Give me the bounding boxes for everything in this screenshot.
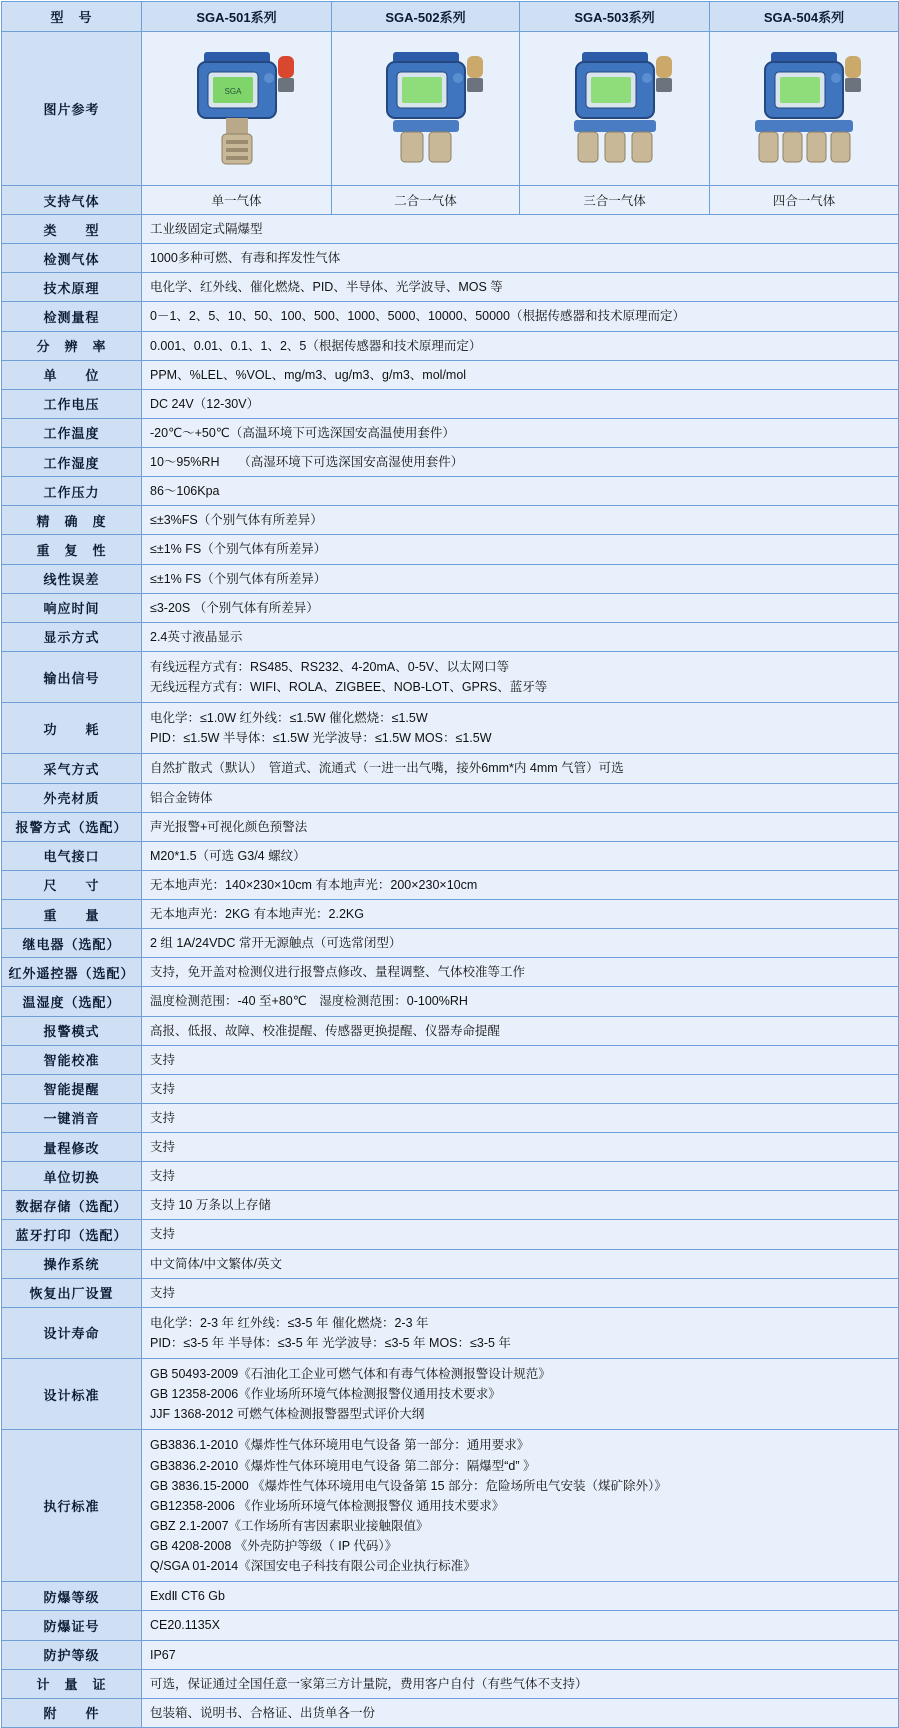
power-optical: 光学波导：≤1.5W: [312, 731, 411, 746]
gas-support-503: 三合一气体: [520, 186, 710, 215]
output-wired: 有线远程方式有：RS485、RS232、4-20mA、0-5V、以太网口等: [150, 659, 510, 674]
row-label-temperature: 工作温度: [2, 418, 142, 447]
table-row-accessories: [2, 1698, 899, 1727]
table-row-one-key-mute: [2, 1103, 899, 1132]
row-value-ir-remote: 支持，免开盖对检测仪进行报警点修改、量程调整、气体校准等工作: [142, 958, 899, 987]
row-label-weight: 重 量: [2, 900, 142, 929]
table-row-factory-reset: [2, 1278, 899, 1307]
table-row-linearity: [2, 564, 899, 593]
model-503: SGA-503系列: [520, 2, 710, 32]
row-label-range: 检测量程: [2, 302, 142, 331]
row-value-bluetooth-print: 支持: [142, 1220, 899, 1249]
row-label-alarm-type: 报警方式（选配）: [2, 812, 142, 841]
power-line-1: [150, 708, 890, 728]
row-label-exec-standard: 执行标准: [2, 1430, 142, 1582]
row-value-voltage: DC 24V（12-30V）: [142, 389, 899, 418]
svg-text:SGA: SGA: [224, 87, 241, 96]
row-value-electrical-interface: M20*1.5（可选 G3/4 螺纹）: [142, 841, 899, 870]
row-label-ir-remote: 红外遥控器（选配）: [2, 958, 142, 987]
row-label-unit-switch: 单位切换: [2, 1162, 142, 1191]
table-row-unit-switch: [2, 1162, 899, 1191]
row-label-lifespan: 设计寿命: [2, 1307, 142, 1358]
row-label-type: 类 型: [2, 215, 142, 244]
exec-standard-item: GBZ 2.1-2007《工作场所有害因素职业接触限值》: [150, 1518, 429, 1533]
table-row-design-standard: [2, 1359, 899, 1430]
model-502: SGA-502系列: [332, 2, 520, 32]
row-value-linearity: ≤±1% FS（个别气体有所差异）: [142, 564, 899, 593]
table-row-images: [2, 32, 899, 186]
two-in-one-gas-detector-image: [332, 32, 520, 186]
row-value-accuracy: ≤±3%FS（个别气体有所差异）: [142, 506, 899, 535]
row-label-range-modify: 量程修改: [2, 1133, 142, 1162]
row-label-technology: 技术原理: [2, 273, 142, 302]
row-label-one-key-mute: 一键消音: [2, 1103, 142, 1132]
row-label-smart-calibration: 智能校准: [2, 1045, 142, 1074]
table-row-accuracy: [2, 506, 899, 535]
row-value-exec-standard: [142, 1430, 899, 1582]
row-value-smart-reminder: 支持: [142, 1074, 899, 1103]
size-with-local-alarm: 有本地声光：200×230×10cm: [315, 877, 478, 892]
row-value-ex-cert: CE20.1135X: [142, 1611, 899, 1640]
table-row-ex-rating: [2, 1582, 899, 1611]
row-label-gas-support: 支持气体: [2, 186, 142, 215]
row-value-display: 2.4英寸液晶显示: [142, 622, 899, 651]
table-row-power: [2, 703, 899, 754]
table-row-ir-remote: [2, 958, 899, 987]
row-value-response-time: ≤3-20S （个别气体有所差异）: [142, 593, 899, 622]
table-row-output-signal: [2, 651, 899, 702]
table-row-temperature: [2, 418, 899, 447]
row-label-response-time: 响应时间: [2, 593, 142, 622]
row-value-type: 工业级固定式隔爆型: [142, 215, 899, 244]
table-row-relay: [2, 929, 899, 958]
row-label-pressure: 工作压力: [2, 477, 142, 506]
row-value-power: [142, 703, 899, 754]
row-label-factory-reset: 恢复出厂设置: [2, 1278, 142, 1307]
lifespan-echem: 电化学：2-3 年: [150, 1315, 235, 1330]
row-label-resolution: 分 辨 率: [2, 331, 142, 360]
row-value-data-storage: 支持 10 万条以上存储: [142, 1191, 899, 1220]
row-value-temp-humidity-option: 温度检测范围：-40 至+80℃ 湿度检测范围：0-100%RH: [142, 987, 899, 1016]
table-row-data-storage: [2, 1191, 899, 1220]
row-value-one-key-mute: 支持: [142, 1103, 899, 1132]
row-label-shell-material: 外壳材质: [2, 783, 142, 812]
row-value-weight: [142, 900, 899, 929]
table-row-smart-reminder: [2, 1074, 899, 1103]
row-label-temp-humidity-option: 温湿度（选配）: [2, 987, 142, 1016]
table-row-exec-standard: [2, 1430, 899, 1582]
table-row-ip-rating: [2, 1640, 899, 1669]
row-value-os: 中文简体/中文繁体/英文: [142, 1249, 899, 1278]
row-label-electrical-interface: 电气接口: [2, 841, 142, 870]
row-label-image-reference: 图片参考: [2, 32, 142, 186]
row-value-design-standard: [142, 1359, 899, 1430]
row-label-voltage: 工作电压: [2, 389, 142, 418]
row-value-humidity: 10～95%RH （高湿环境下可选深国安高湿使用套件）: [142, 448, 899, 477]
table-row-os: [2, 1249, 899, 1278]
table-row-detect-gas: [2, 244, 899, 273]
weight-with-local-alarm: 有本地声光：2.2KG: [253, 907, 364, 921]
row-value-relay: 2 组 1A/24VDC 常开无源触点（可选常闭型）: [142, 929, 899, 958]
row-value-resolution: 0.001、0.01、0.1、1、2、5（根据传感器和技术原理而定）: [142, 331, 899, 360]
row-label-sampling: 采气方式: [2, 754, 142, 783]
row-label-output-signal: 输出信号: [2, 651, 142, 702]
lifespan-line-2: [150, 1333, 890, 1353]
lifespan-ir: 红外线：≤3-5 年: [237, 1315, 329, 1330]
table-row-unit: [2, 360, 899, 389]
row-label-power: 功 耗: [2, 703, 142, 754]
table-row-range-modify: [2, 1133, 899, 1162]
row-value-alarm-type: 声光报警+可视化颜色预警法: [142, 812, 899, 841]
three-in-one-gas-detector-image: [520, 32, 710, 186]
model-504: SGA-504系列: [710, 2, 899, 32]
row-value-technology: 电化学、红外线、催化燃烧、PID、半导体、光学波导、MOS 等: [142, 273, 899, 302]
four-in-one-gas-detector-image: [710, 32, 899, 186]
table-row-range: [2, 302, 899, 331]
lifespan-mos: MOS：≤3-5 年: [429, 1335, 511, 1350]
row-value-accessories: 包装箱、说明书、合格证、出货单各一份: [142, 1698, 899, 1727]
row-label-ex-cert: 防爆证号: [2, 1611, 142, 1640]
design-standard-item: GB 50493-2009《石油化工企业可燃气体和有毒气体检测报警设计规范》: [150, 1367, 551, 1381]
row-value-detect-gas: 1000多种可燃、有毒和挥发性气体: [142, 244, 899, 273]
model-501: SGA-501系列: [142, 2, 332, 32]
exec-standard-item: GB3836.1-2010《爆炸性气体环境用电气设备 第一部分：通用要求》: [150, 1438, 530, 1453]
table-row-technology: [2, 273, 899, 302]
table-row-alarm-mode: [2, 1016, 899, 1045]
row-value-temperature: -20℃～+50℃（高温环境下可选深国安高温使用套件）: [142, 418, 899, 447]
power-ir: 红外线：≤1.5W: [239, 711, 326, 726]
table-row-size: [2, 870, 899, 899]
exec-standard-item: GB3836.2-2010《爆炸性气体环境用电气设备 第二部分：隔爆型“d” 》: [150, 1458, 536, 1473]
table-row-alarm-type: [2, 812, 899, 841]
row-label-os: 操作系统: [2, 1249, 142, 1278]
row-value-lifespan: [142, 1307, 899, 1358]
row-value-alarm-mode: 高报、低报、故障、校准提醒、传感器更换提醒、仪器寿命提醒: [142, 1016, 899, 1045]
row-value-unit: PPM、%LEL、%VOL、mg/m3、ug/m3、g/m3、mol/mol: [142, 360, 899, 389]
table-row-shell-material: [2, 783, 899, 812]
table-row-weight: [2, 900, 899, 929]
lifespan-optical: 光学波导：≤3-5 年: [322, 1335, 426, 1350]
row-value-shell-material: 铝合金铸体: [142, 783, 899, 812]
exec-standard-item: Q/SGA 01-2014《深国安电子科技有限公司企业执行标准》: [150, 1559, 476, 1574]
row-label-detect-gas: 检测气体: [2, 244, 142, 273]
table-row-ex-cert: [2, 1611, 899, 1640]
row-label-model: 型 号: [2, 2, 142, 32]
power-semiconductor: 半导体：≤1.5W: [222, 731, 309, 746]
table-row-sampling: [2, 754, 899, 783]
exec-standard-item: GB 4208-2008 《外壳防护等级（ IP 代码）》: [150, 1539, 398, 1553]
table-row-display: [2, 622, 899, 651]
row-value-output-signal: [142, 651, 899, 702]
table-row-lifespan: [2, 1307, 899, 1358]
row-label-smart-reminder: 智能提醒: [2, 1074, 142, 1103]
row-label-display: 显示方式: [2, 622, 142, 651]
row-value-pressure: 86～106Kpa: [142, 477, 899, 506]
row-value-smart-calibration: 支持: [142, 1045, 899, 1074]
gas-support-504: 四合一气体: [710, 186, 899, 215]
power-line-2: [150, 728, 890, 748]
size-no-local-alarm: 无本地声光：140×230×10cm: [150, 877, 312, 892]
row-label-size: 尺 寸: [2, 870, 142, 899]
row-label-accessories: 附 件: [2, 1698, 142, 1727]
table-row-gas-support: [2, 186, 899, 215]
row-value-ex-rating: ExdⅡ CT6 Gb: [142, 1582, 899, 1611]
row-label-alarm-mode: 报警模式: [2, 1016, 142, 1045]
row-value-sampling: 自然扩散式（默认） 管道式、流通式（一进一出气嘴，接外6mm*内 4mm 气管）可选: [142, 754, 899, 783]
specification-table: [1, 1, 899, 1728]
row-label-linearity: 线性误差: [2, 564, 142, 593]
weight-no-local-alarm: 无本地声光：2KG: [150, 907, 251, 921]
table-row-pressure: [2, 477, 899, 506]
row-value-repeatability: ≤±1% FS（个别气体有所差异）: [142, 535, 899, 564]
lifespan-pid: PID：≤3-5 年: [150, 1335, 225, 1350]
row-label-repeatability: 重 复 性: [2, 535, 142, 564]
table-row-voltage: [2, 389, 899, 418]
row-label-design-standard: 设计标准: [2, 1359, 142, 1430]
row-label-accuracy: 精 确 度: [2, 506, 142, 535]
row-value-range-modify: 支持: [142, 1133, 899, 1162]
power-pid: PID：≤1.5W: [150, 731, 220, 746]
row-value-metrology-cert: 可选，保证通过全国任意一家第三方计量院，费用客户自付（有些气体不支持）: [142, 1669, 899, 1698]
power-catalytic: 催化燃烧：≤1.5W: [329, 711, 428, 726]
table-row-smart-calibration: [2, 1045, 899, 1074]
spec-sheet: [0, 1, 899, 1722]
row-label-unit: 单 位: [2, 360, 142, 389]
lifespan-semiconductor: 半导体：≤3-5 年: [227, 1335, 319, 1350]
design-standard-item: JJF 1368-2012 可燃气体检测报警器型式评价大纲: [150, 1407, 425, 1422]
table-row-bluetooth-print: [2, 1220, 899, 1249]
table-row-metrology-cert: [2, 1669, 899, 1698]
output-wireless: 无线远程方式有：WIFI、ROLA、ZIGBEE、NOB-LOT、GPRS、蓝牙等: [150, 680, 548, 694]
design-standard-item: GB 12358-2006《作业场所环境气体检测报警仪通用技术要求》: [150, 1387, 501, 1402]
row-label-relay: 继电器（选配）: [2, 929, 142, 958]
table-row-type: [2, 215, 899, 244]
gas-support-501: 单一气体: [142, 186, 332, 215]
row-label-humidity: 工作湿度: [2, 448, 142, 477]
row-value-factory-reset: 支持: [142, 1278, 899, 1307]
exec-standard-item: GB 3836.15-2000 《爆炸性气体环境用电气设备第 15 部分：危险场所电气安装（煤矿除外）》: [150, 1478, 667, 1493]
table-row-repeatability: [2, 535, 899, 564]
lifespan-catalytic: 催化燃烧：2-3 年: [331, 1315, 429, 1330]
row-value-unit-switch: 支持: [142, 1162, 899, 1191]
power-mos: MOS：≤1.5W: [414, 731, 492, 746]
table-row-temp-humidity-option: [2, 987, 899, 1016]
single-gas-detector-image: [142, 32, 332, 186]
row-label-ex-rating: 防爆等级: [2, 1582, 142, 1611]
row-value-size: [142, 870, 899, 899]
table-row-model-header: [2, 2, 899, 32]
row-label-metrology-cert: 计 量 证: [2, 1669, 142, 1698]
table-row-response-time: [2, 593, 899, 622]
gas-support-502: 二合一气体: [332, 186, 520, 215]
table-row-electrical-interface: [2, 841, 899, 870]
power-echem: 电化学：≤1.0W: [150, 711, 237, 726]
row-label-bluetooth-print: 蓝牙打印（选配）: [2, 1220, 142, 1249]
row-value-ip-rating: IP67: [142, 1640, 899, 1669]
table-row-resolution: [2, 331, 899, 360]
exec-standard-item: GB12358-2006 《作业场所环境气体检测报警仪 通用技术要求》: [150, 1498, 505, 1513]
row-label-data-storage: 数据存储（选配）: [2, 1191, 142, 1220]
table-row-humidity: [2, 448, 899, 477]
lifespan-line-1: [150, 1313, 890, 1333]
row-value-range: 0－1、2、5、10、50、100、500、1000、5000、10000、50000（根据传感器和技术原理而定）: [142, 302, 899, 331]
row-label-ip-rating: 防护等级: [2, 1640, 142, 1669]
